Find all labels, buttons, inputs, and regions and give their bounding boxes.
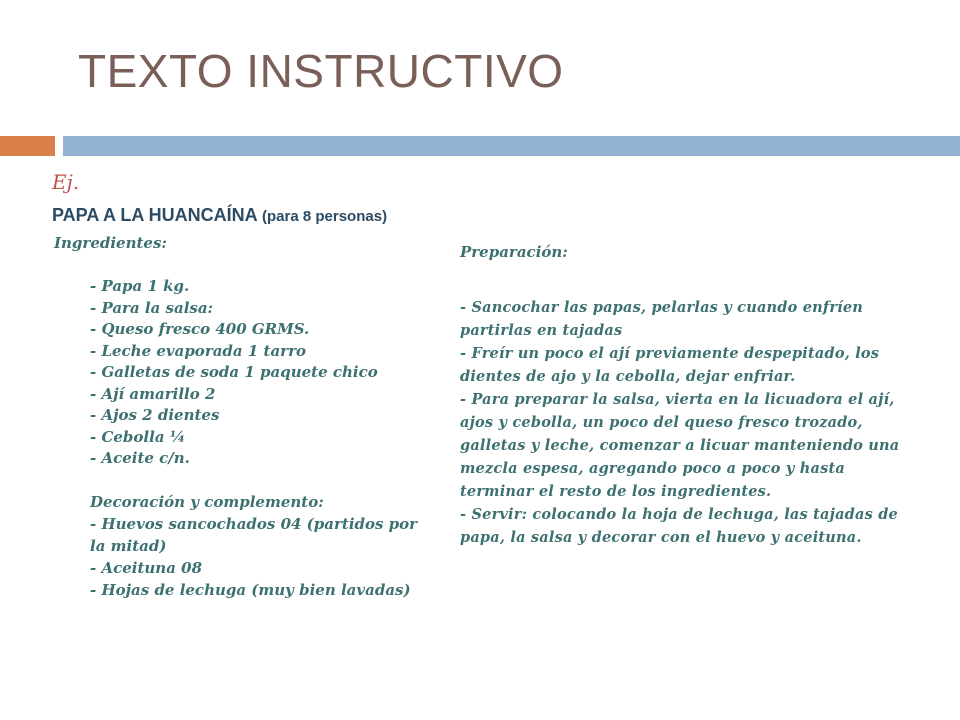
preparation-step: - Sancochar las papas, pelarlas y cuando enfríen partirlas en tajadas: [460, 299, 864, 339]
ingredient-item: - Para la salsa:: [90, 298, 214, 317]
preparation-heading: Preparación:: [460, 243, 568, 261]
dish-name: PAPA A LA HUANCAÍNA: [52, 205, 257, 225]
ingredient-item: - Leche evaporada 1 tarro: [90, 341, 306, 360]
ingredient-item: - Galletas de soda 1 paquete chico: [90, 363, 378, 381]
accent-bar-orange: [0, 136, 55, 156]
ingredient-item: - Ajos 2 dientes: [90, 406, 220, 424]
preparation-steps: [460, 296, 910, 549]
preparation-step: - Para preparar la salsa, vierta en la licuadora el ají, ajos y cebolla, un poco del queso fresco trozado, galletas y leche, comenzar a licuar manteniendo una mezcla espesa, agregando poco a poco y hasta terminar el resto de los ingredientes.: [460, 391, 900, 500]
decoration-item: - Hojas de lechuga (muy bien lavadas): [90, 581, 411, 599]
decoration-item: - Huevos sancochados 04 (partidos por la mitad): [90, 515, 418, 555]
decoration-section: [90, 491, 430, 601]
preparation-step: - Freír un poco el ají previamente despepitado, los dientes de ajo y la cebolla, dejar enfriar.: [460, 345, 880, 385]
preparation-step: - Servir: colocando la hoja de lechuga, las tajadas de papa, la salsa y decorar con el huevo y aceituna.: [460, 506, 898, 546]
ingredients-heading: Ingredientes:: [54, 234, 167, 252]
accent-bar-blue: [63, 136, 960, 156]
ingredients-list: [90, 276, 378, 470]
dish-title: [52, 205, 387, 226]
dish-servings: (para 8 personas): [262, 208, 388, 225]
ingredient-item: - Cebolla ¼: [90, 427, 186, 446]
slide-title: TEXTO INSTRUCTIVO: [78, 45, 564, 97]
ingredient-item: - Papa 1 kg.: [90, 277, 190, 295]
decoration-heading: Decoración y complemento:: [90, 493, 324, 511]
ingredient-item: - Queso fresco 400 GRMS.: [90, 320, 310, 338]
example-label: Ej.: [52, 170, 80, 194]
ingredient-item: - Ají amarillo 2: [90, 384, 216, 403]
decoration-item: - Aceituna 08: [90, 559, 203, 577]
ingredient-item: - Aceite c/n.: [90, 449, 190, 467]
